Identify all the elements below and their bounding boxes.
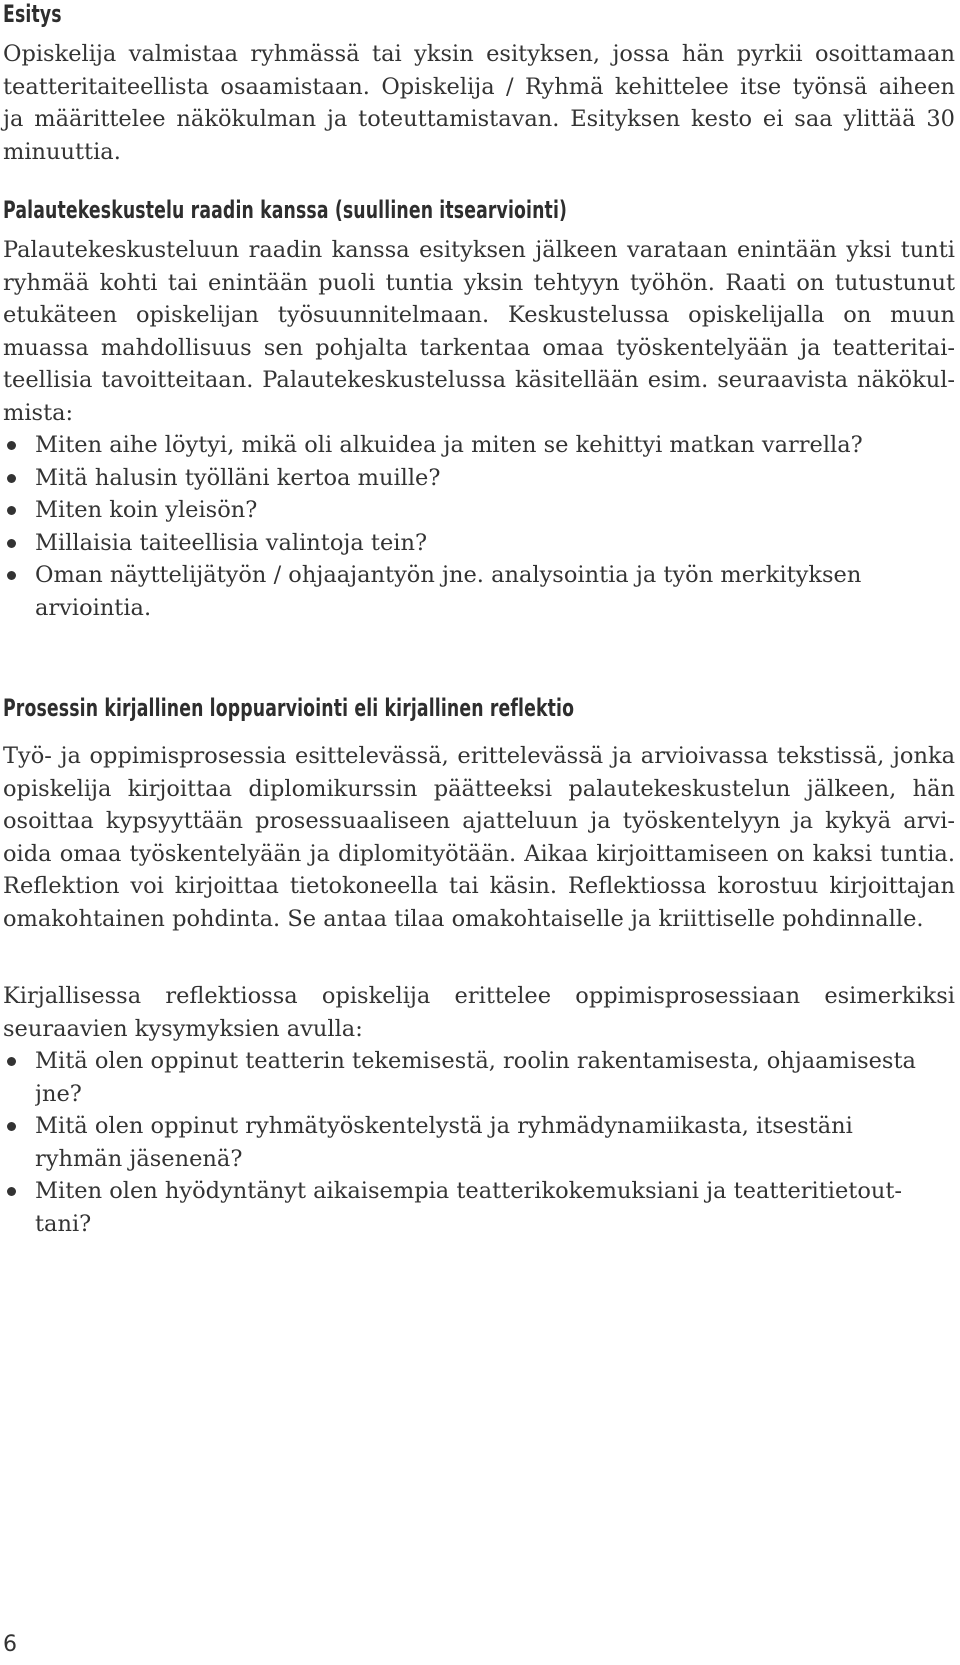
text-line: ja määrittelee näkökulman ja toteuttamistavan. Esityksen kesto ei saa ylittää 30 — [3, 106, 955, 132]
bullet-icon — [7, 1057, 16, 1066]
paragraph-loppuarviointi — [3, 740, 955, 935]
list-item-text: arviointia. — [35, 594, 152, 621]
bullet-list-palautekeskustelu — [3, 429, 955, 624]
section-heading-loppuarviointi: Prosessin kirjallinen loppuarviointi eli kirjallinen reflektio — [3, 694, 575, 722]
text-line: teatteritaiteellista osaamistaan. Opiskelija / Ryhmä kehittelee itse työnsä aiheen — [3, 73, 955, 100]
list-item-text: Mitä olen oppinut teatterin tekemisestä, roolin rakentamisesta, ohjaamisesta — [35, 1048, 916, 1074]
list-item-text: Miten koin yleisön? — [35, 497, 258, 523]
text-line: mista: — [3, 399, 74, 426]
list-item — [3, 429, 955, 462]
section-heading-palautekeskustelu: Palautekeskustelu raadin kanssa (suullinen itsearviointi) — [3, 196, 568, 224]
bullet-icon — [7, 474, 16, 483]
text-line: muassa mahdollisuus sen pohjalta tarkentaa omaa työskentelyään ja teatteritai- — [3, 334, 955, 361]
bullet-icon — [7, 506, 16, 515]
list-item — [3, 1045, 955, 1110]
text-line: ryhmää kohti tai enintään puoli tuntia yksin tehtyyn työhön. Raati on tutustunut — [3, 269, 955, 296]
paragraph-esitys — [3, 38, 955, 168]
bullet-icon — [7, 441, 16, 450]
list-item-text: ryhmän jäsenenä? — [35, 1145, 243, 1172]
list-item — [3, 494, 955, 527]
text-line: Työ- ja oppimisprosessia esittelevässä, erittelevässä ja arvioivassa tekstissä, jonka — [3, 743, 955, 769]
list-item — [3, 1175, 955, 1240]
list-item-text: Mitä halusin työlläni kertoa muille? — [35, 464, 441, 491]
text-line: Reflektion voi kirjoittaa tietokoneella tai käsin. Reflektiossa korostuu kirjoittajan — [3, 873, 955, 899]
paragraph-palautekeskustelu — [3, 234, 955, 429]
text-line: seuraavien kysymyksien avulla: — [3, 1015, 363, 1042]
text-line: teellisia tavoitteitaan. Palautekeskustelussa käsitellään esim. seuraavista näkökul- — [3, 367, 955, 393]
list-item-text: Miten olen hyödyntänyt aikaisempia teatterikokemuksiani ja teatteritietout- — [35, 1178, 903, 1204]
bullet-icon — [7, 539, 16, 548]
bullet-icon — [7, 571, 16, 580]
section-heading-esitys: Esitys — [3, 0, 62, 28]
page-number: 6 — [3, 1632, 17, 1657]
bullet-icon — [7, 1187, 16, 1196]
text-line: Kirjallisessa reflektiossa opiskelija erittelee oppimisprosessiaan esimerkiksi — [3, 983, 955, 1009]
bullet-list-reflektio — [3, 1045, 955, 1240]
list-item-text: tani? — [35, 1210, 92, 1237]
text-line: oida omaa työskentelyään ja diplomityötään. Aikaa kirjoittamiseen on kaksi tuntia. — [3, 840, 955, 867]
text-line: etukäteen opiskelijan työsuunnitelmaan. Keskustelussa opiskelijalla on muun — [3, 302, 955, 328]
list-item-text: jne? — [35, 1080, 82, 1107]
list-item-text: Mitä olen oppinut ryhmätyöskentelystä ja ryhmädynamiikasta, itsestäni — [35, 1113, 853, 1139]
text-line: Palautekeskusteluun raadin kanssa esityksen jälkeen varataan enintään yksi tunti — [3, 237, 955, 263]
text-line: minuuttia. — [3, 138, 121, 165]
list-item-text: Miten aihe löytyi, mikä oli alkuidea ja miten se kehittyi matkan varrella? — [35, 432, 863, 458]
list-item — [3, 462, 955, 495]
list-item — [3, 527, 955, 560]
list-item — [3, 1110, 955, 1175]
list-item-text: Oman näyttelijätyön / ohjaajantyön jne. analysointia ja työn merkityksen — [35, 562, 862, 588]
paragraph-kysymykset — [3, 980, 955, 1045]
bullet-icon — [7, 1122, 16, 1131]
text-line: omakohtainen pohdinta. Se antaa tilaa omakohtaiselle ja kriittiselle pohdinnalle. — [3, 905, 924, 932]
text-line: Opiskelija valmistaa ryhmässä tai yksin esityksen, jossa hän pyrkii osoittamaan — [3, 41, 955, 67]
text-line: osoittaa kypsyyttään prosessuaaliseen ajatteluun ja työskentelyyn ja kykyä arvi- — [3, 808, 955, 834]
list-item — [3, 559, 955, 624]
text-line: opiskelija kirjoittaa diplomikurssin päätteeksi palautekeskustelun jälkeen, hän — [3, 775, 955, 802]
list-item-text: Millaisia taiteellisia valintoja tein? — [35, 529, 428, 556]
